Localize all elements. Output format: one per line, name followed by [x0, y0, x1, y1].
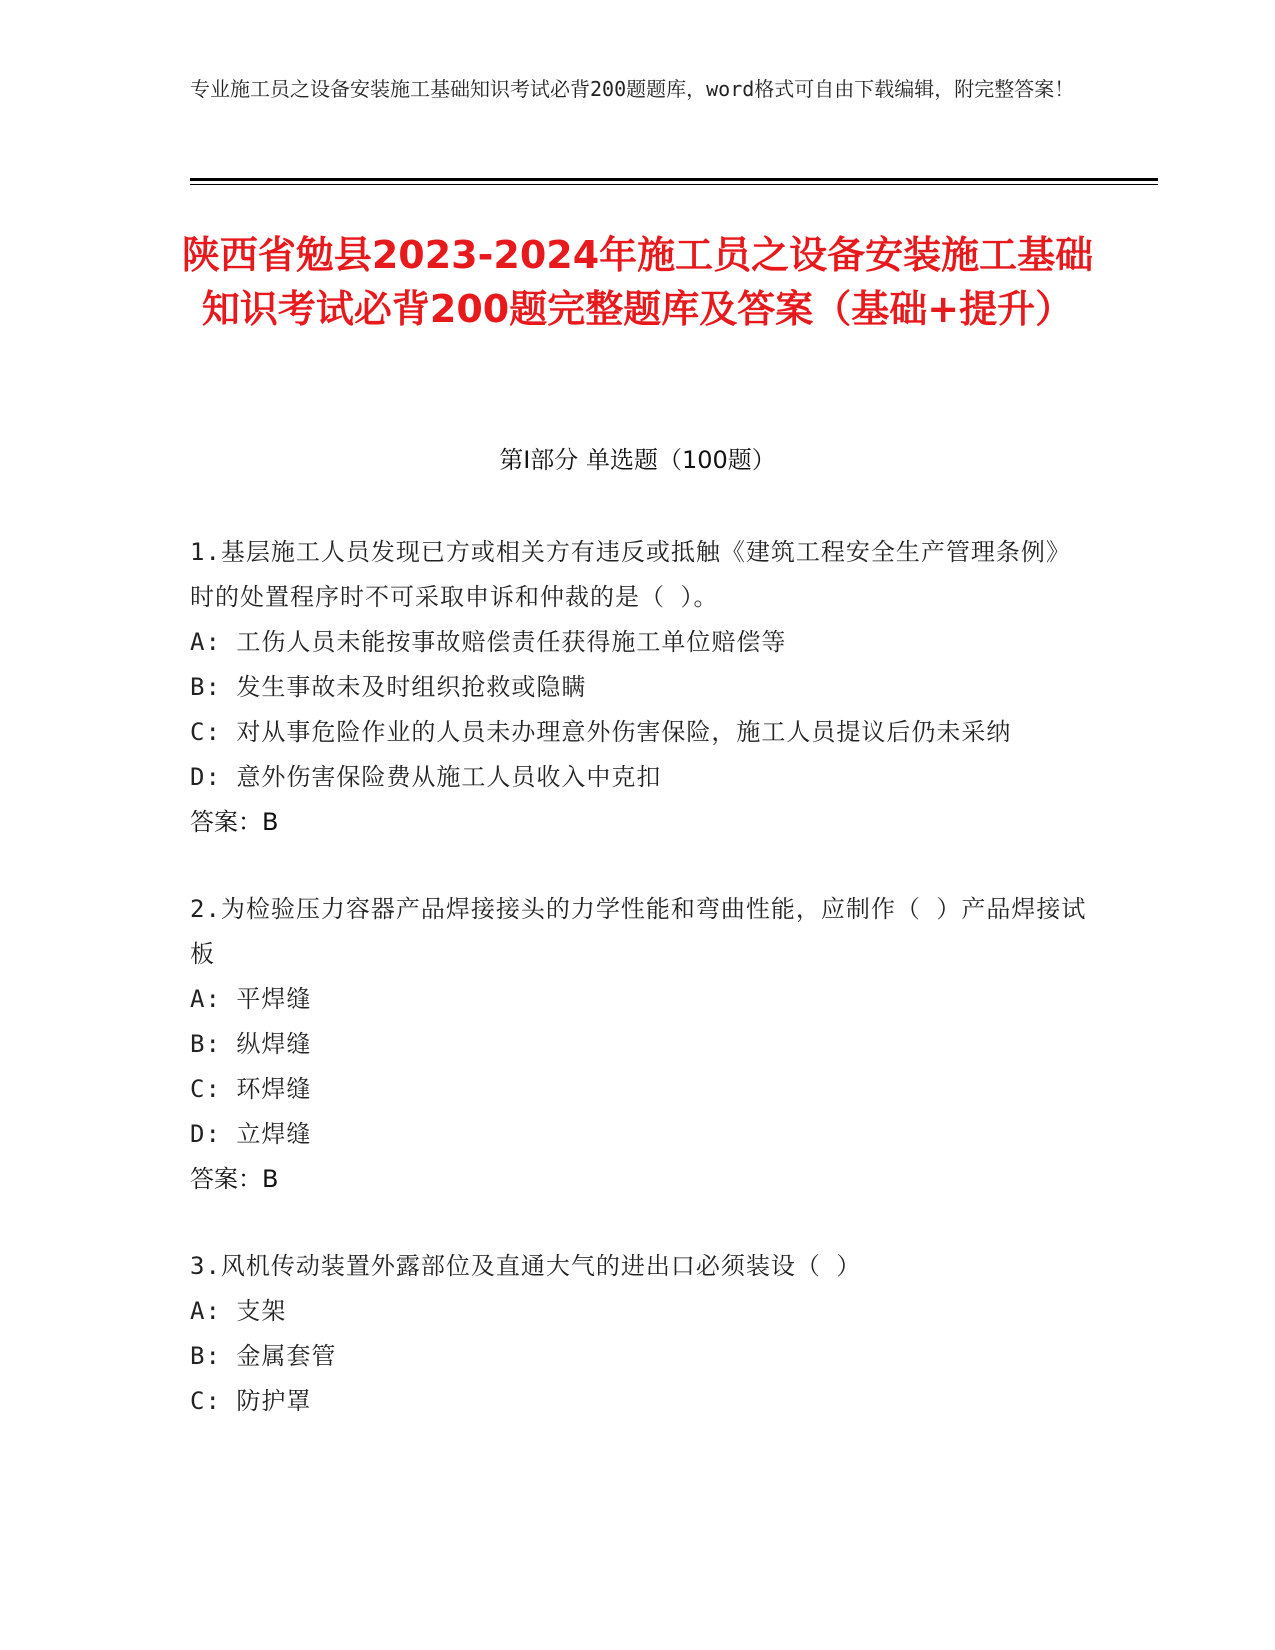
option-a: A: 工伤人员未能按事故赔偿责任获得施工单位赔偿等	[190, 628, 787, 656]
option-c: C: 对从事危险作业的人员未办理意外伤害保险，施工人员提议后仍未采纳	[190, 718, 1012, 746]
header-divider-thin	[190, 184, 1158, 185]
answer: 答案：B	[190, 808, 279, 836]
document-title: 陕西省勉县2023-2024年施工员之设备安装施工基础知识考试必背200题完整题库及答案（基础+提升）	[181, 233, 1094, 331]
option-b: B: 金属套管	[190, 1342, 337, 1370]
option-a: A: 支架	[190, 1297, 287, 1325]
question-stem: 1.基层施工人员发现已方或相关方有违反或抵触《建筑工程安全生产管理条例》时的处置程序时不可采取申诉和仲裁的是（ ）。	[190, 538, 1071, 611]
option-d: D: 意外伤害保险费从施工人员收入中克扣	[190, 763, 662, 791]
option-d: D: 立焊缝	[190, 1120, 312, 1148]
answer: 答案：B	[190, 1165, 279, 1193]
header-note: 专业施工员之设备安装施工基础知识考试必背200题题库，word格式可自由下载编辑，附完整答案！	[190, 77, 1075, 101]
question-list	[190, 530, 1090, 1466]
option-b: B: 发生事故未及时组织抢救或隐瞒	[190, 673, 587, 701]
section-heading: 第Ⅰ部分 单选题（100题）	[499, 446, 776, 474]
question-3	[190, 1244, 1090, 1424]
question-1	[190, 530, 1090, 845]
question-2	[190, 887, 1090, 1202]
option-b: B: 纵焊缝	[190, 1030, 312, 1058]
question-stem: 3.风机传动装置外露部位及直通大气的进出口必须装设（ ）	[190, 1252, 862, 1280]
option-c: C: 环焊缝	[190, 1075, 312, 1103]
option-c: C: 防护罩	[190, 1387, 312, 1415]
option-a: A: 平焊缝	[190, 985, 312, 1013]
header-divider	[190, 178, 1158, 181]
question-stem: 2.为检验压力容器产品焊接接头的力学性能和弯曲性能，应制作（ ）产品焊接试板	[190, 895, 1087, 968]
